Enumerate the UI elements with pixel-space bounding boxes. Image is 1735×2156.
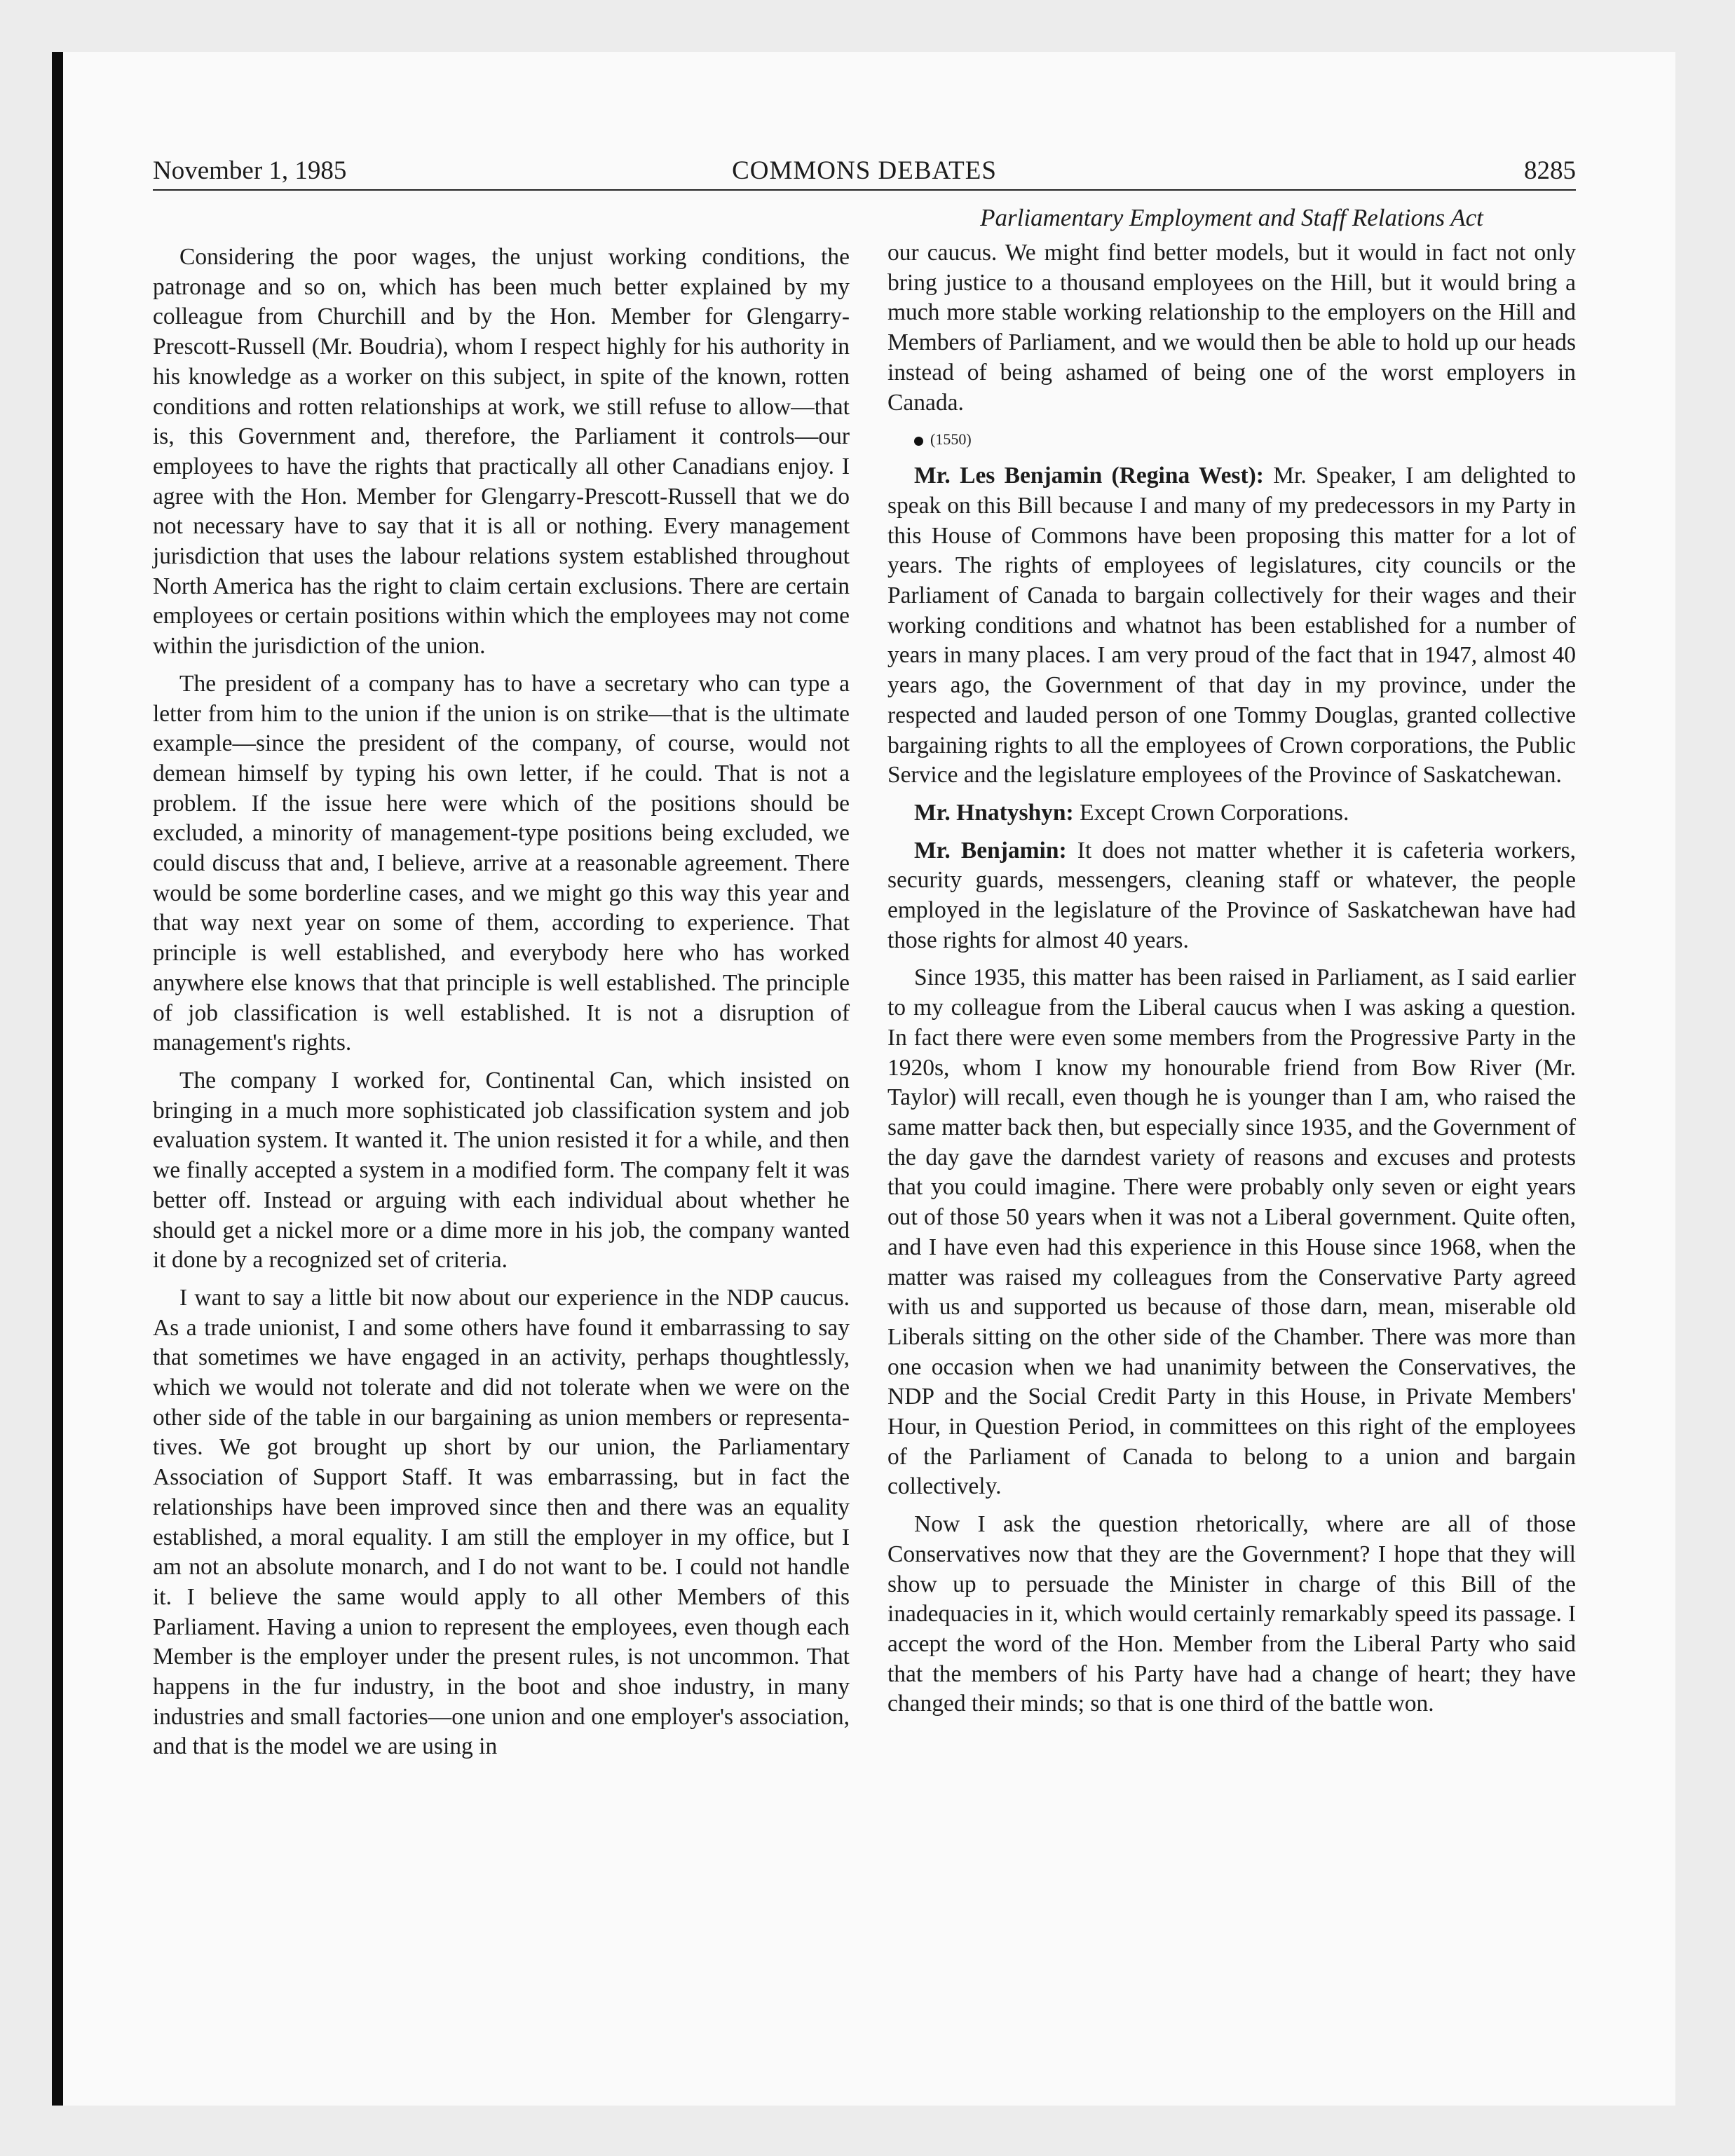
speech-text: Mr. Speaker, I am delighted to speak on this Bill because I and many of my predecessors in my Party in this House of Commons have been proposing this matter for a lot of years. The rights of employees of legislatures, city councils or the Parliament of Canada to bargain collectively for their wages and their working conditions and whatnot has been established for a number of years in many places. I am very proud of the fact that in 1947, almost 40 years ago, the Government of that day in my province, under the respected and lauded person of one Tommy Douglas, granted collective bargaining rights to all the employees of Crown corporations, the Public Service and the legislature employees of the Province of Saskatchewan. [887, 463, 1576, 789]
left-column [153, 243, 850, 1770]
bullet-icon [914, 437, 923, 446]
header-page-number: 8285 [1524, 156, 1576, 185]
paragraph: Since 1935, this matter has been raised in Parliament, as I said earlier to my colleague from the Liberal caucus when I was asking a question. In fact there were even some members from the Progressive Party in the 1920s, whom I know my honourable friend from Bow River (Mr. Taylor) will recall, even though he is younger than I am, who raised the same matter back then, but especially since 1935, and the Government of the day gave the darndest variety of reasons and excuses and protests that you could imagine. There were probably only seven or eight years out of those 50 years when it was not a Liberal government. Quite often, and I have even had this experience in this House since 1968, when the matter was raised my colleagues from the Conservative Party agreed with us and supported us because of those darn, mean, miserable old Liberals sitting on the other side of the Chamber. There was more than one occasion when we had unanimity between the Conservatives, the NDP and the Social Credit Party in this House, in Private Members' Hour, in Question Period, in committees on this right of the employees of the Parliament of Canada to belong to a union and bargain collectively. [887, 964, 1576, 1500]
speech-text: It does not matter whether it is cafeteria workers, security guards, messengers, cleaning staff or whatever, the people employed in the legislature of the Province of Saskatchewan have had those rights for almost 40 years. [887, 837, 1576, 953]
scan-edge [52, 52, 63, 2106]
timestamp-text: (1550) [930, 430, 972, 449]
paragraph: The president of a company has to have a secretary who can type a letter from him to the union if the union is on strike—that is the ultimate example—since the president of the company, of course, would not demean himself by typing his own letter, if he could. That is not a problem. If the issue here were which of the positions should be excluded, a minority of management-type positions being excluded, we could discuss that and, I believe, arrive at a reasonable agreement. There would be some borderline cases, and we might go this way this year and that way next year on some of them, according to experience. That principle is well established, and everybody here who has worked anywhere else knows that that principle is well established. The principle of job classification is well established. It is not a disruption of management's rights. [153, 670, 850, 1056]
paragraph: Now I ask the question rhetorically, where are all of those Conservatives now that they are the Government? I hope that they will show up to persuade the Minister in charge of this Bill of the inadequacies in it, which would certainly remarkably speed its passage. I accept the word of the Hon. Member from the Liberal Party who said that the members of his Party have had a change of heart; they have changed their minds; so that is one third of the battle won. [887, 1511, 1576, 1717]
paragraph-continuation: our caucus. We might find better models, but it would in fact not only bring justice to a thousand employees on the Hill, but it would bring a much more stable working relationship to the employers on the Hill and Members of Parliament, and we would then be able to hold up our heads instead of being ashamed of being one of the worst employers in Canada. [887, 240, 1576, 416]
speaker-name: Mr. Les Benjamin (Regina West): [914, 463, 1264, 489]
right-column [887, 203, 1576, 1727]
header-date: November 1, 1985 [153, 156, 347, 185]
running-title: Parliamentary Employment and Staff Relations Act [980, 204, 1483, 231]
speaker-name: Mr. Hnatyshyn: [914, 799, 1074, 826]
header-journal-title: COMMONS DEBATES [732, 156, 997, 185]
page-header [153, 153, 1576, 191]
paragraph: I want to say a little bit now about our experience in the NDP caucus. As a trade unionist, I and some others have found it embarrassing to say that sometimes we have engaged in an activity, perhaps thoughtlessly, which we would not tolerate and did not tolerate when we were on the other side of the table in our bargaining as union members or representatives. We got brought up short by our union, the Parliamentary Association of Support Staff. It was embarrassing, but in fact the relationships have been improved since then and there was an equality established, a moral equality. I am still the employer in my office, but I am not an absolute monarch, and I do not want to be. I could not handle it. I believe the same would apply to all other Members of this Parliament. Having a union to represent the employees, even though each Member is the employer under the present rules, is not uncommon. That happens in the fur industry, in the boot and shoe industry, in many industries and small factories—one union and one employer's association, and that is the model we are using in [153, 1284, 850, 1760]
timestamp [887, 425, 1576, 453]
speech-text: Except Crown Corporations. [1073, 799, 1349, 826]
paragraph: Considering the poor wages, the unjust working conditions, the patronage and so on, which has been much better explained by my colleague from Churchill and by the Hon. Member for Glengarry-Prescott-Russell (Mr. Boudria), whom I respect highly for his authority in his knowledge as a worker on this subject, in spite of the known, rotten conditions and rotten relationships at work, we still refuse to allow—that is, this Government and, therefore, the Parliament it controls—our employees to have the rights that practically all other Canadians enjoy. I agree with the Hon. Member for Glengarry-Prescott-Russell that we do not necessary have to say that it is all or nothing. Every management jurisdiction that uses the labour relations system established throughout North America has the right to claim certain exclusions. There are certain employees or certain positions within which the employees may not come within the jurisdiction of the union. [153, 244, 850, 660]
speech-benjamin [887, 461, 1576, 791]
paragraph: The company I worked for, Continental Can, which insisted on bringing in a much more sophisticated job classification system and job evaluation system. It wanted it. The union resisted it for a while, and then we finally accepted a system in a modified form. The company felt it was better off. Instead or arguing with each individual about whether he should get a nickel more or a dime more in his job, the company wanted it done by a recognized set of criteria. [153, 1067, 850, 1274]
speaker-name: Mr. Benjamin: [914, 837, 1067, 864]
speech-benjamin-2 [887, 836, 1576, 956]
interjection-hnatyshyn [887, 798, 1576, 828]
